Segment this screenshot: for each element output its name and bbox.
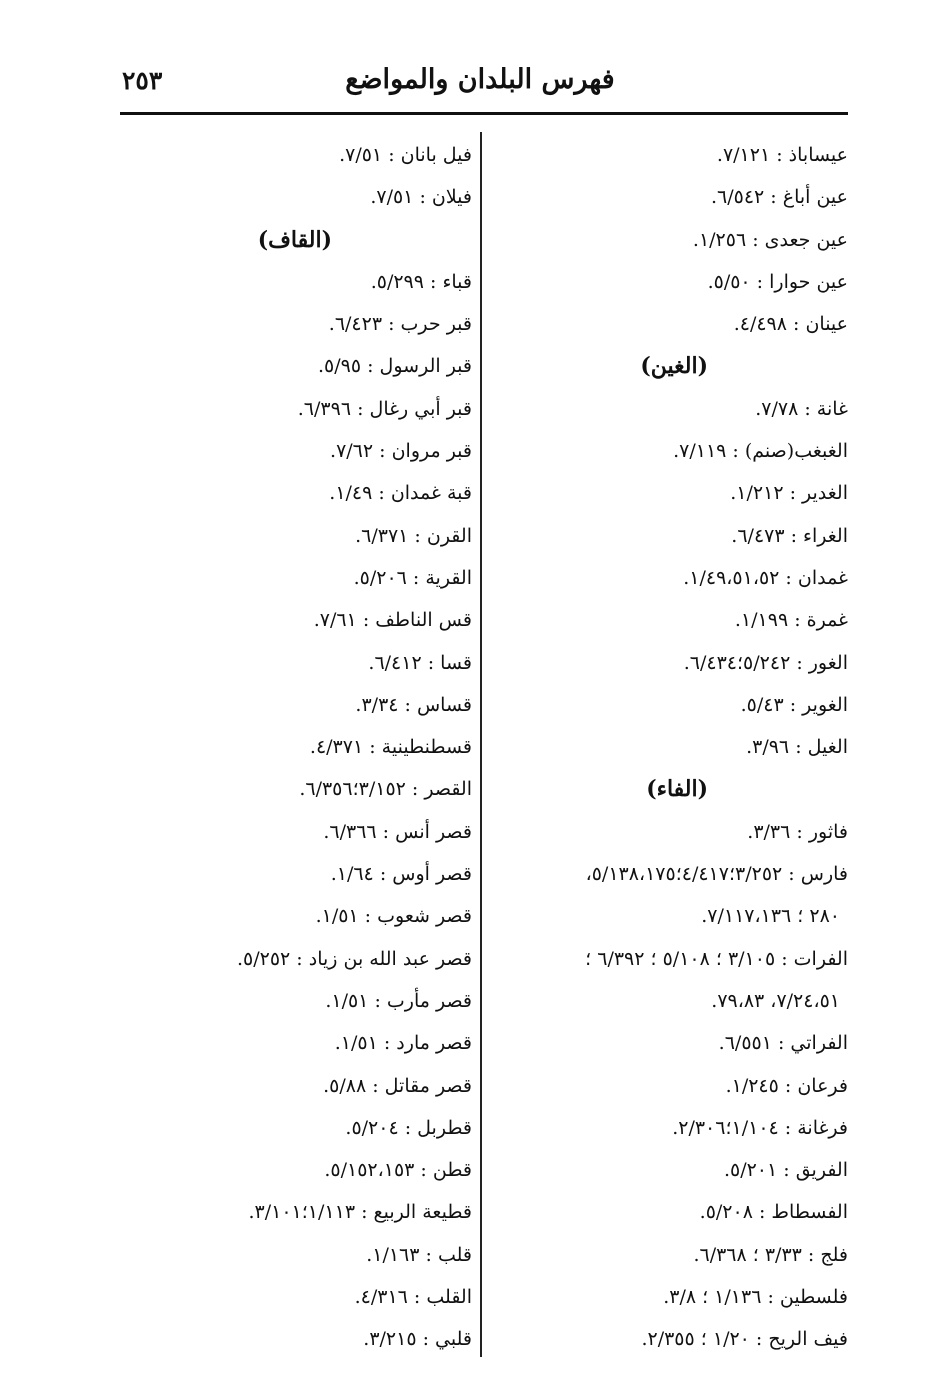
index-entry: قبر مروان : ٧/٦٢. [330,440,472,463]
section-heading: (الفاء) [646,776,708,803]
index-entry: عين حوارا : ٥/٥٠. [707,270,848,293]
index-entry: فيف الريح : ١/٢٠ ؛ ٢/٣٥٥. [641,1328,848,1351]
index-entry: قبة غمدان : ١/٤٩. [329,482,472,505]
index-entry: قسا : ٦/٤١٢. [368,651,472,674]
index-entry: قصر عبد الله بن زياد : ٥/٢٥٢. [236,947,472,970]
index-entry: الغور : ٥/٢٤٢؛٦/٤٣٤. [683,651,848,674]
index-entry-continuation: ٧/٢٤،٥١، ٧٩،٨٣. [711,989,840,1012]
index-entry: قباء : ٥/٢٩٩. [370,270,472,293]
index-entry: الغراء : ٦/٤٧٣. [731,524,848,547]
index-entry: قبر حرب : ٦/٤٢٣. [328,313,472,336]
index-entry: غمرة : ١/١٩٩. [734,609,848,632]
index-entry: قصر أوس : ١/٦٤. [330,863,472,886]
index-entry: قلب : ١/١٦٣. [366,1243,472,1266]
index-entry: فلج : ٣/٣٣ ؛ ٦/٣٦٨. [693,1243,848,1266]
index-entry: الغوير : ٥/٤٣. [740,693,848,716]
index-entry: قبر الرسول : ٥/٩٥. [318,355,472,378]
index-entry: قلبي : ٣/٢١٥. [363,1328,472,1351]
index-entry: قس الناطف : ٧/٦١. [313,609,472,632]
index-entry: القلب : ٤/٣١٦. [354,1286,472,1309]
index-entry: فارس : ٣/٢٥٢؛٤/٤١٧؛٥/١٣٨،١٧٥، [585,863,848,886]
index-entry: القرية : ٥/٢٠٦. [353,566,472,589]
index-entry: قصر أنس : ٦/٣٦٦. [323,820,472,843]
index-entry: عين أباغ : ٦/٥٤٢. [710,186,848,209]
index-column-right [486,134,848,1361]
page-number: ٢٥٣ [122,66,163,95]
index-entry: قطيعة الربيع : ١/١١٣؛٣/١٠١. [248,1201,472,1224]
index-entry: قطن : ٥/١٥٢،١٥٣. [324,1159,472,1182]
index-entry: فرغانة : ١/١٠٤؛٢/٣٠٦. [672,1116,848,1139]
index-entry: الفراتي : ٦/٥٥١. [718,1032,848,1055]
index-entry: القرن : ٦/٣٧١. [355,524,472,547]
index-entry: الغيل : ٣/٩٦. [746,736,848,759]
page-header [120,62,840,108]
column-divider [480,132,482,1357]
index-column-left [160,134,472,1361]
index-entry: الفرات : ٣/١٠٥ ؛ ٥/١٠٨ ؛ ٦/٣٩٢ ؛ [585,947,848,970]
index-entry: فلسطين : ١/١٣٦ ؛ ٣/٨. [663,1286,848,1309]
index-entry: قسطنطينية : ٤/٣٧١. [309,736,472,759]
section-heading: (الغين) [640,353,708,380]
index-entry: عيساباذ : ٧/١٢١. [716,144,848,166]
index-entry: الغبغب(صنم) : ٧/١١٩. [673,440,848,463]
index-entry: القصر : ٣/١٥٢؛٦/٣٥٦. [299,778,472,801]
index-entry-continuation: ٢٨٠ ؛ ٧/١١٧،١٣٦. [701,905,840,928]
index-entry: الفريق : ٥/٢٠١. [723,1159,848,1182]
index-entry: الغدير : ١/٢١٢. [730,482,848,505]
index-entry: فرعان : ١/٢٤٥. [725,1074,848,1097]
index-entry: قصر مأرب : ١/٥١. [325,989,472,1012]
index-entry: الفسطاط : ٥/٢٠٨. [699,1201,848,1224]
index-entry: فيل بانان : ٧/٥١. [339,144,472,166]
index-entry: قصر شعوب : ١/٥١. [315,905,472,928]
index-entry: غانة : ٧/٧٨. [755,397,848,420]
index-entry: فيلان : ٧/٥١. [370,186,472,209]
index-entry: قبر أبي رغال : ٦/٣٩٦. [297,397,472,420]
index-entry: فاثور : ٣/٣٦. [747,820,848,843]
index-entry: عينان : ٤/٤٩٨. [733,313,848,336]
index-entry: غمدان : ١/٤٩،٥١،٥٢. [683,566,848,589]
index-entry: قصر مارد : ١/٥١. [334,1032,472,1055]
index-entry: قطربل : ٥/٢٠٤. [345,1116,472,1139]
header-rule [120,112,848,115]
index-entry: قساس : ٣/٣٤. [355,693,472,716]
index-entry: قصر مقاتل : ٥/٨٨. [323,1074,472,1097]
section-heading: (القاف) [257,226,332,253]
index-entry: عين جعدى : ١/٢٥٦. [692,228,848,251]
running-title: فهرس البلدان والمواضع [345,64,615,95]
